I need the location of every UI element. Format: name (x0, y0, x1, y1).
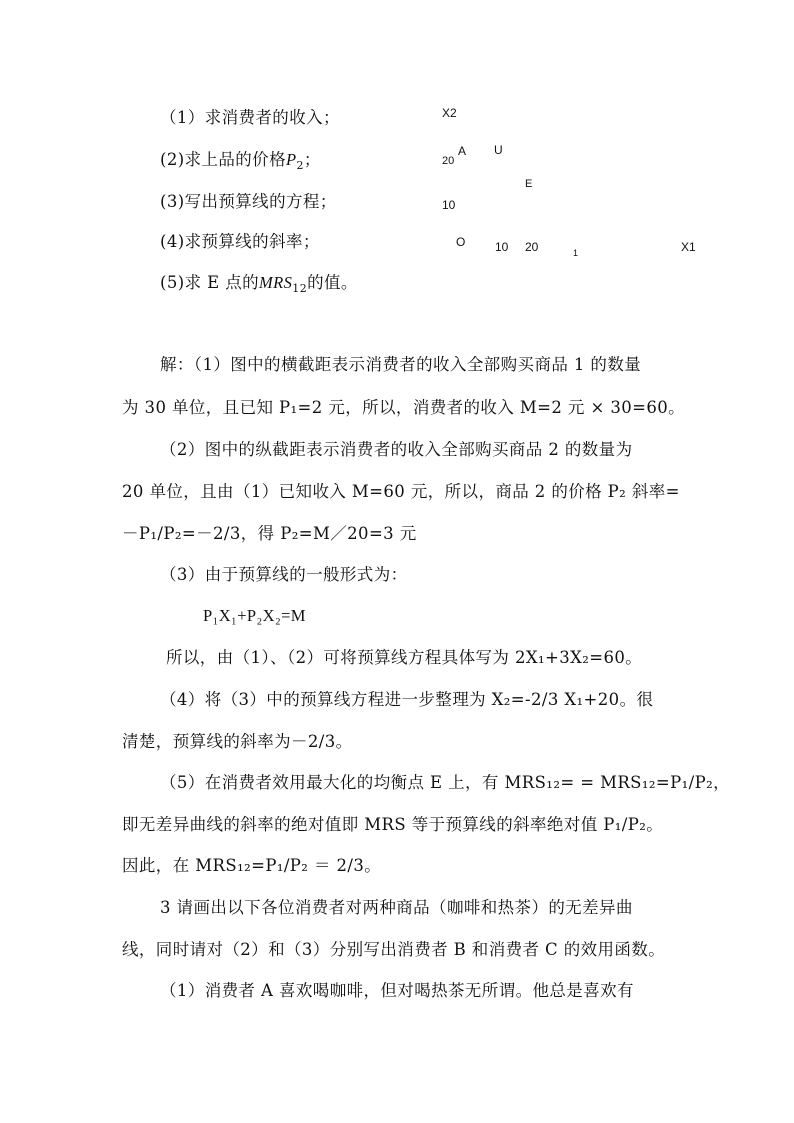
next-question-line: 3 请画出以下各位消费者对两种商品（咖啡和热茶）的无差异曲 (160, 898, 633, 917)
question-text: 求消费者的收入； (204, 108, 340, 127)
point-a-label: A (458, 144, 467, 158)
answer-line: 清楚，预算线的斜率为－2/3。 (122, 732, 353, 751)
math-subscript: 2 (296, 159, 304, 172)
x-tick-20: 20 (525, 240, 539, 254)
answer-line: 为 30 单位，且已知 P₁=2 元，所以，消费者的收入 M=2 元 × 30=60。 (122, 398, 686, 417)
math-variable: MRS (259, 273, 293, 292)
curve-u-label: U (494, 143, 503, 157)
question-text: 求 E 点的 (184, 273, 260, 292)
question-4 (160, 232, 320, 252)
question-number: （1） (160, 108, 205, 127)
answer-line: 即无差异曲线的斜率的绝对值即 MRS 等于预算线的斜率绝对值 P₁/P₂。 (122, 815, 664, 834)
budget-equation: P₁X₁+P₂X₂=M (203, 606, 306, 625)
question-number: (5) (160, 273, 185, 292)
question-number: (4) (160, 232, 185, 251)
question-text: 求上品的价格 (184, 150, 286, 169)
y-axis-label: X2 (442, 106, 457, 120)
question-5 (160, 273, 358, 295)
answer-line: 因此，在 MRS₁₂=P₁/P₂ ＝ 2/3。 (122, 856, 382, 875)
x-axis-label: X1 (681, 240, 696, 254)
question-text-tail: ； (303, 150, 321, 169)
math-variable: P (285, 150, 297, 169)
question-text-tail: 的值。 (307, 273, 358, 292)
answer-line: （4）将（3）中的预算线方程进一步整理为 X₂=-2/3 X₁+20。很 (160, 690, 654, 709)
next-question-line: （1）消费者 A 喜欢喝咖啡，但对喝热茶无所谓。他总是喜欢有 (160, 981, 634, 1000)
x-tick-30: 1 (573, 248, 579, 258)
answer-line: （5）在消费者效用最大化的均衡点 E 上，有 MRS₁₂= = MRS₁₂=P₁/P₂， (160, 773, 731, 792)
answer-line: －P₁/P₂=－2/3，得 P₂=M／20=3 元 (122, 524, 417, 543)
answer-line: 所以，由（1）、（2）可将预算线方程具体写为 2X₁+3X₂=60。 (166, 648, 643, 667)
question-text: 写出预算线的方程； (184, 192, 337, 211)
question-2 (160, 150, 321, 172)
math-subscript: 12 (292, 282, 308, 295)
question-1 (160, 108, 340, 128)
next-question-line: 线，同时请对（2）和（3）分别写出消费者 B 和消费者 C 的效用函数。 (122, 940, 666, 959)
answer-line: （2）图中的纵截距表示消费者的收入全部购买商品 2 的数量为 (160, 440, 633, 459)
question-number: (2) (160, 150, 185, 169)
answer-line: 解：（1）图中的横截距表示消费者的收入全部购买商品 1 的数量 (160, 355, 642, 374)
question-number: (3) (160, 192, 185, 211)
y-tick-10: 10 (442, 198, 456, 212)
question-3 (160, 192, 337, 212)
answer-line: （3）由于预算线的一般形式为： (160, 565, 408, 584)
question-text: 求预算线的斜率； (184, 232, 320, 251)
point-e-label: E (525, 178, 533, 190)
origin-label: O (456, 235, 466, 249)
answer-line: 20 单位，且由（1）已知收入 M=60 元，所以，商品 2 的价格 P₂ 斜率= (122, 482, 680, 501)
x-tick-10: 10 (495, 240, 509, 254)
y-tick-20: 20 (442, 155, 455, 167)
